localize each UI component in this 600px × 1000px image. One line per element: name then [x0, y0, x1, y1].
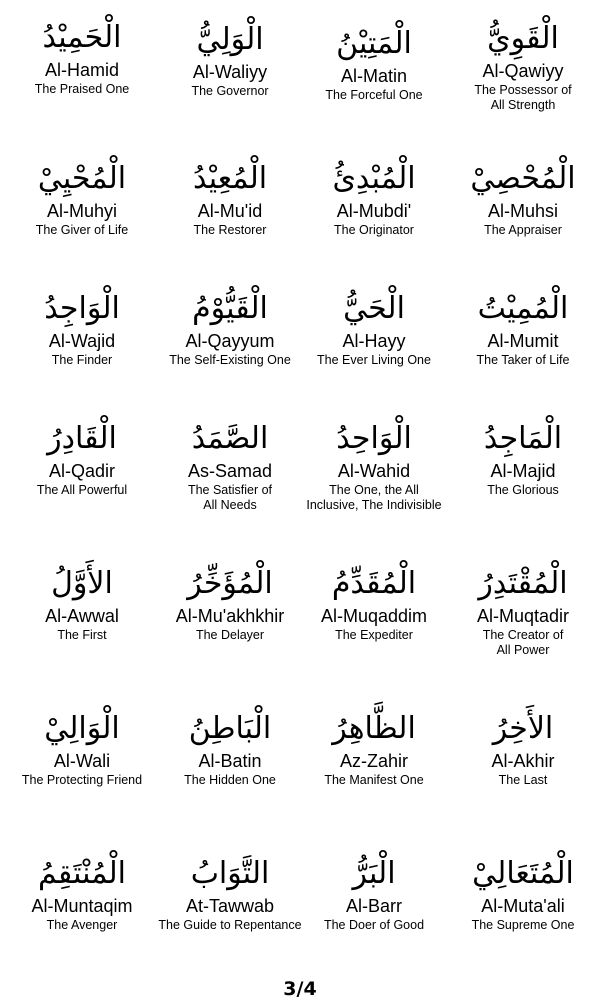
transliteration: Al-Muhyi: [46, 201, 117, 221]
meaning: The Forceful One: [325, 88, 423, 102]
arabic-name: الْقَوِيُّ: [487, 21, 559, 56]
meaning: The Ever Living One: [317, 353, 431, 367]
name-card: [448, 18, 598, 113]
arabic-name: الأَوَّلُ: [51, 566, 113, 601]
transliteration: As-Samad: [187, 461, 273, 481]
arabic-name: الْمَاجِدُ: [483, 421, 563, 456]
arabic-name: الْبَرُّ: [352, 856, 396, 891]
arabic-name: الْمُنْتَقِمُ: [37, 856, 127, 891]
name-card: [7, 418, 157, 498]
transliteration: Al-Muta'ali: [481, 896, 565, 916]
meaning: The Glorious: [487, 483, 559, 497]
arabic-name: الْقَادِرُ: [47, 421, 117, 456]
names-row: [0, 418, 600, 548]
transliteration: Al-Wajid: [48, 331, 116, 351]
name-card: [448, 288, 598, 368]
transliteration: Al-Majid: [490, 461, 556, 481]
meaning: The Expediter: [335, 628, 413, 642]
transliteration: Al-Muqtadir: [476, 606, 570, 626]
name-card: [299, 418, 449, 513]
arabic-name: الْمُقْتَدِرُ: [478, 566, 568, 601]
name-card: [448, 853, 598, 933]
meaning: The Hidden One: [184, 773, 276, 787]
arabic-name: الْمُقَدِّمُ: [331, 566, 417, 601]
name-card: [299, 23, 449, 103]
meaning: The Satisfier of All Needs: [187, 483, 273, 512]
arabic-name: الصَّمَدُ: [191, 421, 269, 456]
name-card: [7, 288, 157, 368]
transliteration: Al-Mu'akhkhir: [175, 606, 285, 626]
arabic-name: الظَّاهِرُ: [332, 711, 416, 746]
name-card: [7, 158, 157, 238]
name-card: [155, 19, 305, 99]
names-row: [0, 853, 600, 983]
names-row: [0, 18, 600, 148]
transliteration: Al-Batin: [198, 751, 262, 771]
arabic-name: الْمُحْصِيْ: [470, 161, 576, 196]
arabic-name: الأَخِرُ: [492, 711, 554, 746]
arabic-name: الْمُعِيْدُ: [192, 161, 268, 196]
names-row: [0, 563, 600, 693]
transliteration: Al-Mubdi': [336, 201, 412, 221]
meaning: The Governor: [191, 84, 269, 98]
meaning: The Appraiser: [484, 223, 562, 237]
name-card: [155, 288, 305, 368]
meaning: The Restorer: [193, 223, 267, 237]
arabic-name: الْمَتِيْنُ: [336, 26, 412, 61]
arabic-name: الْقَيُّوْمُ: [192, 291, 268, 326]
name-card: [155, 708, 305, 788]
meaning: The All Powerful: [36, 483, 128, 497]
meaning: The Originator: [334, 223, 414, 237]
transliteration: Al-Muntaqim: [31, 896, 133, 916]
meaning: The Possessor of All Strength: [474, 83, 572, 112]
arabic-name: الْوَلِيُّ: [196, 22, 264, 57]
transliteration: Al-Muhsi: [487, 201, 558, 221]
arabic-name: الْحَمِيْدُ: [42, 20, 122, 55]
name-card: [299, 158, 449, 238]
names-row: [0, 708, 600, 838]
names-row: [0, 158, 600, 288]
meaning: The Creator of All Power: [482, 628, 564, 657]
name-card: [7, 563, 157, 643]
transliteration: Al-Mumit: [487, 331, 559, 351]
name-card: [299, 563, 449, 643]
meaning: The Doer of Good: [323, 918, 425, 932]
transliteration: Al-Muqaddim: [320, 606, 428, 626]
name-card: [7, 853, 157, 933]
name-card: [448, 708, 598, 788]
name-card: [448, 418, 598, 498]
transliteration: Al-Hayy: [342, 331, 406, 351]
names-row: [0, 288, 600, 418]
arabic-name: الْحَيُّ: [343, 291, 405, 326]
transliteration: Al-Qadir: [48, 461, 115, 481]
name-card: [448, 158, 598, 238]
transliteration: Al-Awwal: [45, 606, 119, 626]
meaning: The Last: [498, 773, 548, 787]
transliteration: Al-Wali: [53, 751, 111, 771]
name-card: [299, 288, 449, 368]
transliteration: Al-Hamid: [44, 60, 119, 80]
meaning: The Self-Existing One: [169, 353, 291, 367]
name-card: [7, 17, 157, 97]
arabic-name: الْمُحْيِيْ: [37, 161, 127, 196]
name-card: [299, 853, 449, 933]
arabic-name: التَّوَابُ: [190, 856, 270, 891]
meaning: The Protecting Friend: [21, 773, 143, 787]
meaning: The Taker of Life: [476, 353, 570, 367]
name-card: [155, 418, 305, 513]
transliteration: Al-Akhir: [491, 751, 555, 771]
transliteration: Al-Waliyy: [192, 62, 268, 82]
meaning: The Finder: [51, 353, 113, 367]
meaning: The Manifest One: [324, 773, 424, 787]
arabic-name: الْمُمِيْتُ: [477, 291, 569, 326]
transliteration: Al-Mu'id: [197, 201, 263, 221]
arabic-name: الْمُتَعَالِيْ: [472, 856, 574, 891]
arabic-name: الْوَالِيْ: [44, 711, 120, 746]
name-card: [155, 563, 305, 643]
arabic-name: الْبَاطِنُ: [188, 711, 272, 746]
arabic-name: الْوَاجِدُ: [44, 291, 120, 326]
name-card: [7, 708, 157, 788]
transliteration: Al-Matin: [340, 66, 407, 86]
page-number: 3/4: [283, 978, 317, 1000]
name-card: [155, 853, 305, 933]
name-card: [448, 563, 598, 658]
transliteration: At-Tawwab: [185, 896, 275, 916]
meaning: The Giver of Life: [35, 223, 129, 237]
meaning: The First: [57, 628, 107, 642]
meaning: The Supreme One: [471, 918, 575, 932]
name-card: [299, 708, 449, 788]
meaning: The One, the All Inclusive, The Indivisible: [306, 483, 442, 512]
meaning: The Delayer: [195, 628, 265, 642]
transliteration: Al-Wahid: [337, 461, 411, 481]
name-card: [155, 158, 305, 238]
transliteration: Az-Zahir: [339, 751, 408, 771]
arabic-name: الْمُبْدِئُ: [332, 161, 416, 196]
meaning: The Praised One: [34, 82, 130, 96]
meaning: The Avenger: [46, 918, 118, 932]
meaning: The Guide to Repentance: [158, 918, 302, 932]
arabic-name: الْوَاحِدُ: [336, 421, 412, 456]
arabic-name: الْمُؤَخِّرُ: [187, 566, 273, 601]
transliteration: Al-Qayyum: [185, 331, 275, 351]
transliteration: Al-Barr: [345, 896, 402, 916]
transliteration: Al-Qawiyy: [482, 61, 564, 81]
